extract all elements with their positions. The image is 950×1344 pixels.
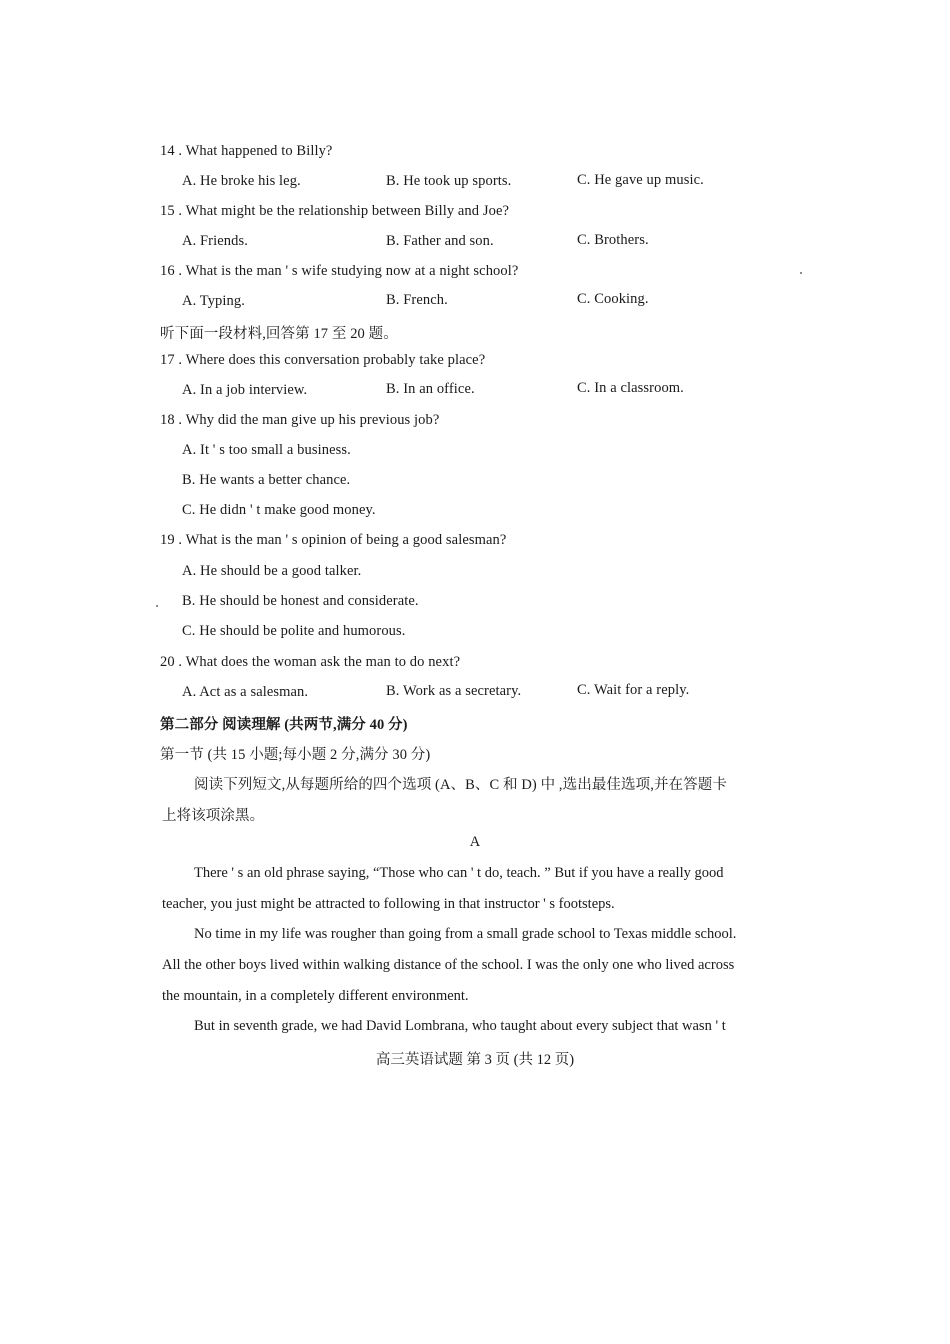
q17-option-b: B. In an office. bbox=[386, 381, 475, 397]
q14-option-c: C. He gave up music. bbox=[577, 172, 704, 188]
section2-title: 第二部分 阅读理解 (共两节,满分 40 分) bbox=[160, 717, 408, 733]
listening-instruction: 听下面一段材料,回答第 17 至 20 题。 bbox=[160, 326, 398, 342]
passage-line-3: No time in my life was rougher than going from a small grade school to Texas middle school. bbox=[194, 926, 737, 942]
q20-option-a: A. Act as a salesman. bbox=[182, 684, 309, 700]
passage-line-4: All the other boys lived within walking distance of the school. I was the only one who lived across bbox=[162, 957, 735, 973]
q19-option-c: C. He should be polite and humorous. bbox=[182, 623, 406, 639]
passage-line-6: But in seventh grade, we had David Lombrana, who taught about every subject that wasn ' t bbox=[194, 1018, 726, 1034]
page-footer: 高三英语试题 第 3 页 (共 12 页) bbox=[375, 1052, 575, 1068]
passage-line-5: the mountain, in a completely different environment. bbox=[162, 988, 469, 1004]
section2-part1-heading: 第一节 (共 15 小题;每小题 2 分,满分 30 分) bbox=[160, 747, 431, 763]
q16-option-b: B. French. bbox=[386, 292, 448, 308]
question-17: 17 . Where does this conversation probably take place? bbox=[160, 352, 486, 368]
q14-option-b: B. He took up sports. bbox=[386, 173, 512, 189]
q18-option-c: C. He didn ' t make good money. bbox=[182, 502, 376, 518]
q16-option-a: A. Typing. bbox=[182, 293, 245, 309]
q16-option-c: C. Cooking. bbox=[577, 291, 649, 307]
question-15: 15 . What might be the relationship between Billy and Joe? bbox=[160, 203, 510, 219]
scan-speck bbox=[800, 272, 802, 274]
q18-option-a: A. It ' s too small a business. bbox=[182, 442, 351, 458]
q15-option-c: C. Brothers. bbox=[577, 232, 649, 248]
q19-option-b: B. He should be honest and considerate. bbox=[182, 593, 419, 609]
question-19: 19 . What is the man ' s opinion of being a good salesman? bbox=[160, 532, 507, 548]
q15-option-b: B. Father and son. bbox=[386, 233, 494, 249]
passage-letter: A bbox=[469, 834, 481, 850]
directions-line-1: 阅读下列短文,从每题所给的四个选项 (A、B、C 和 D) 中 ,选出最佳选项,并在答题卡 bbox=[194, 777, 727, 793]
passage-line-2: teacher, you just might be attracted to following in that instructor ' s footsteps. bbox=[162, 896, 615, 912]
q17-option-a: A. In a job interview. bbox=[182, 382, 308, 398]
q17-option-c: C. In a classroom. bbox=[577, 380, 684, 396]
q15-option-a: A. Friends. bbox=[182, 233, 248, 249]
q20-option-b: B. Work as a secretary. bbox=[386, 683, 522, 699]
question-14: 14 . What happened to Billy? bbox=[160, 143, 333, 159]
passage-line-1: There ' s an old phrase saying, “Those who can ' t do, teach. ” But if you have a really good bbox=[194, 865, 724, 881]
question-18: 18 . Why did the man give up his previous job? bbox=[160, 412, 440, 428]
question-16: 16 . What is the man ' s wife studying now at a night school? bbox=[160, 263, 519, 279]
q14-option-a: A. He broke his leg. bbox=[182, 173, 301, 189]
scan-speck bbox=[156, 605, 158, 607]
q18-option-b: B. He wants a better chance. bbox=[182, 472, 351, 488]
q19-option-a: A. He should be a good talker. bbox=[182, 563, 362, 579]
question-20: 20 . What does the woman ask the man to do next? bbox=[160, 654, 461, 670]
directions-line-2: 上将该项涂黑。 bbox=[162, 808, 265, 824]
q20-option-c: C. Wait for a reply. bbox=[577, 682, 690, 698]
